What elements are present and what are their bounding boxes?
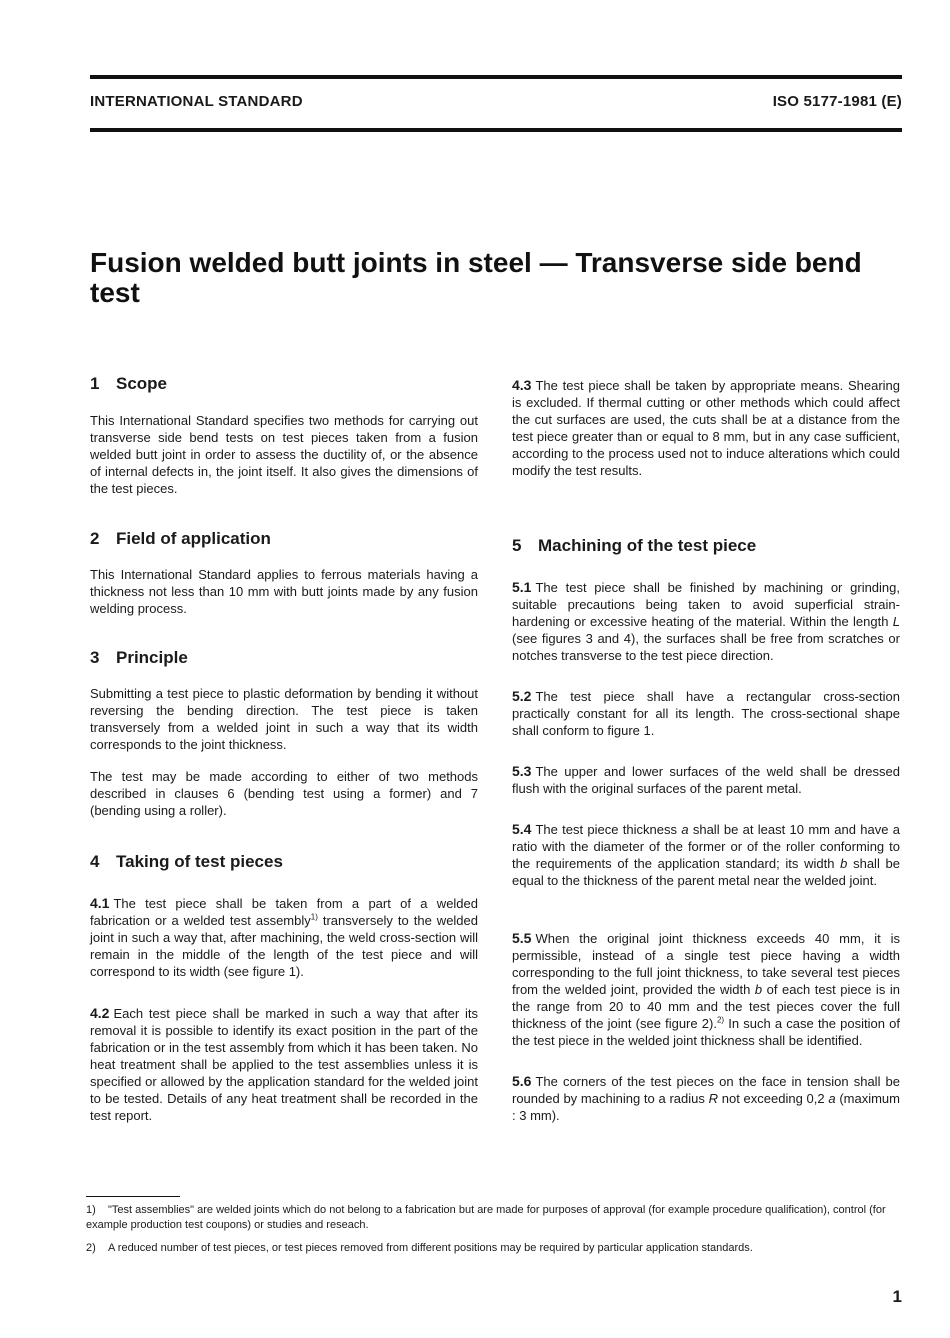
clause-number: 5.2 bbox=[512, 688, 532, 704]
section-title: Taking of test pieces bbox=[116, 852, 283, 871]
clause-number: 4.3 bbox=[512, 377, 532, 393]
section-number: 4 bbox=[90, 852, 100, 871]
footnote-number: 2) bbox=[86, 1242, 96, 1254]
clause-5-1: 5.1 The test piece shall be finished by machining or grinding, suitable precautions being taken to avoid superficial strain-hardening or excessive heating of the material. Within the length L (see figures 3 and 4), the surfaces shall be free from scratches or notches transverse to the test piece direction. bbox=[512, 579, 900, 663]
section-number: 3 bbox=[90, 648, 100, 667]
clause-5-5: 5.5 When the original joint thickness exceeds 40 mm, it is permissible, instead of a single test piece having a width corresponding to the full joint thickness, to take several test pieces from the welded joint, provided the width b of each test piece is in the range from 20 to 40 mm and the test pieces cover the full thickness of the joint (see figure 2).$^{2)}$ In such a case the position of the test piece in the welded joint thickness shall be identified. bbox=[512, 930, 901, 1048]
top-rule bbox=[90, 75, 902, 79]
section-number: 2 bbox=[90, 529, 100, 548]
running-header bbox=[90, 93, 902, 113]
footnote-2 bbox=[86, 1241, 900, 1256]
footnote-number: 1) bbox=[86, 1204, 96, 1216]
clause-5-3: 5.3 The upper and lower surfaces of the weld shall be dressed flush with the original surfaces of the parent metal. bbox=[512, 763, 900, 796]
clause-number: 5.1 bbox=[512, 579, 532, 595]
clause-4-2: 4.2 Each test piece shall be marked in such a way that after its removal it is possible to identify its exact position in the part of the fabrication or in the test assembly from which it has been taken. No heat treatment shall be applied to the test assemblies unless it is specified or allowed by the application standard for the welded joint to be tested. Details of any heat treatment shall be recorded in the test report. bbox=[90, 1005, 478, 1123]
footnote-text: A reduced number of test pieces, or test pieces removed from different positions may be required by particular application standards. bbox=[108, 1242, 753, 1254]
clause-number: 5.6 bbox=[512, 1073, 532, 1089]
clause-5-2: 5.2 The test piece shall have a rectangular cross-section practically constant for all its length. The cross-sectional shape shall conform to figure 1. bbox=[512, 688, 900, 738]
clause-number: 5.3 bbox=[512, 763, 532, 779]
field-paragraph: This International Standard applies to ferrous materials having a thickness not less than 10 mm with butt joints made by any fusion welding process. bbox=[90, 567, 478, 616]
section-heading-taking bbox=[90, 852, 480, 872]
footnote-1 bbox=[86, 1203, 900, 1233]
clause-number: 5.4 bbox=[512, 821, 532, 837]
section-title: Field of application bbox=[116, 529, 271, 548]
section-title: Principle bbox=[116, 648, 188, 667]
page-number: 1 bbox=[892, 1287, 902, 1306]
footnote-ref-2: 2) bbox=[716, 1015, 725, 1025]
clause-number: 4.1 bbox=[90, 895, 110, 911]
section-heading-field bbox=[90, 529, 480, 549]
footnote-text: "Test assemblies" are welded joints which do not belong to a fabrication but are made for purposes of approval (for example procedure qualification), control (for example production test coupons) or studies and reseach. bbox=[86, 1204, 886, 1231]
header-document-number: ISO 5177-1981 (E) bbox=[772, 93, 902, 110]
section-heading-principle bbox=[90, 648, 480, 668]
footnote-ref-1: 1) bbox=[310, 912, 318, 922]
clause-4-1: 4.1 The test piece shall be taken from a part of a welded fabrication or a welded test assembly$^{1)}$ transversely to the welded joint in such a way that, after machining, the weld cross-section will remain in the middle of the length of the test piece and will correspond to its width (see figure 1). bbox=[90, 895, 478, 979]
clause-number: 5.5 bbox=[512, 930, 532, 946]
clause-number: 4.2 bbox=[90, 1005, 110, 1021]
header-rule bbox=[90, 128, 902, 132]
footnote-separator bbox=[86, 1196, 180, 1197]
clause-4-3: 4.3 The test piece shall be taken by appropriate means. Shearing is excluded. If thermal cutting or other methods which could affect the cut surfaces are used, the cuts shall be at a distance from the test piece greater than or equal to 8 mm, but in any case sufficient, according to the process used not to induce alterations which could modify the test results. bbox=[512, 377, 900, 478]
principle-paragraph-1: Submitting a test piece to plastic deformation by bending it without reversing the bending direction. The test piece is taken transversely from a welded joint in such a way that its width corresponds to the joint thickness. bbox=[90, 686, 478, 752]
section-title: Scope bbox=[116, 374, 168, 393]
clause-5-4: 5.4 The test piece thickness a shall be at least 10 mm and have a ratio with the diameter of the former or of the roller conforming to the requirements of the application standard; its width b shall be equal to the thickness of the parent metal near the welded joint. bbox=[512, 821, 900, 888]
clause-5-6: 5.6 The corners of the test pieces on the face in tension shall be rounded by machining to a radius R not exceeding 0,2 a (maximum : 3 mm). bbox=[512, 1073, 900, 1123]
scope-paragraph: This International Standard specifies two methods for carrying out transverse side bend tests on test pieces taken from a fusion welded butt joint in order to assess the ductility of, or the absence of internal defects in, the joint itself. It also gives the dimensions of the test pieces. bbox=[90, 413, 478, 496]
section-number: 5 bbox=[512, 536, 522, 555]
section-heading-machining bbox=[512, 536, 902, 556]
document-title: Fusion welded butt joints in steel — Transverse side bend test bbox=[90, 247, 862, 308]
section-heading-scope bbox=[90, 374, 480, 394]
principle-paragraph-2: The test may be made according to either of two methods described in clauses 6 (bending test using a former) and 7 (bending using a roller). bbox=[90, 769, 478, 818]
section-number: 1 bbox=[90, 374, 100, 393]
header-standard-label: INTERNATIONAL STANDARD bbox=[90, 93, 303, 110]
section-title: Machining of the test piece bbox=[538, 536, 757, 555]
